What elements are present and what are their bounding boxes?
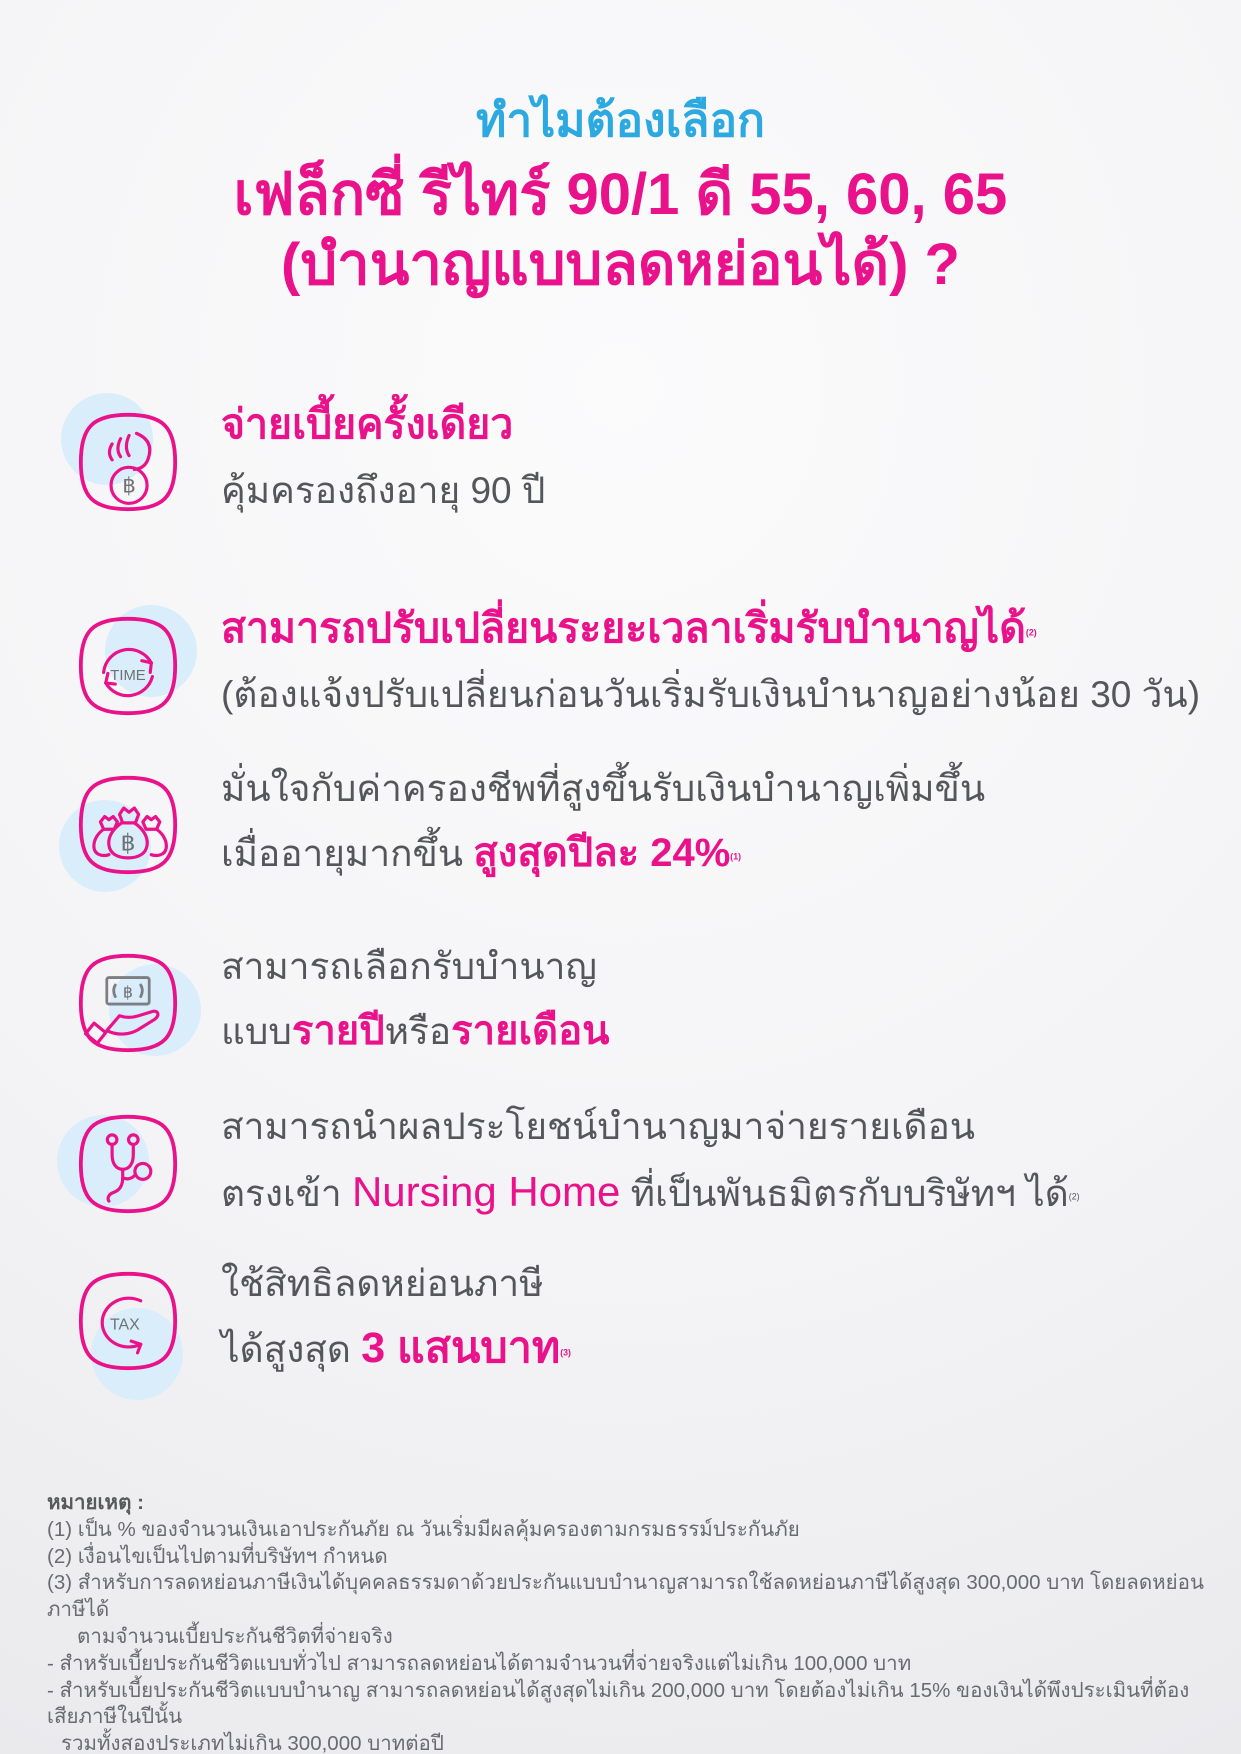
product-name: เฟล็กซี่ รีไทร์ 90/1 ดี 55, 60, 65: [233, 161, 1008, 227]
tax-cycle-icon: [75, 1268, 181, 1374]
benefit-nursing-home: [75, 1098, 1080, 1230]
svg-text:TAX: TAX: [109, 1315, 140, 1333]
benefit-sub: คุ้มครองถึงอายุ 90 ปี: [221, 470, 546, 511]
footnotes: [47, 1490, 1211, 1754]
footnote-3-general: - สำหรับเบี้ยประกันชีวิตแบบทั่วไป สามารถลดหย่อนได้ตามจำนวนที่จ่ายจริงแต่ไม่เกิน 100,000 บาท: [47, 1651, 912, 1675]
benefit-line2-highlight: 3 แสนบาท: [361, 1324, 561, 1372]
benefit-line1: สามารถนำผลประโยชน์บำนาญมาจ่ายรายเดือน: [221, 1106, 976, 1147]
svg-text:TIME: TIME: [110, 667, 146, 684]
svg-text:฿: ฿: [120, 829, 136, 856]
footnote-ref: (3): [560, 1347, 571, 1358]
header-question: ทำไมต้องเลือก: [476, 94, 765, 146]
svg-text:฿: ฿: [122, 474, 136, 498]
benefit-line2-nursing-home: Nursing Home: [351, 1168, 621, 1215]
benefit-line1: ใช้สิทธิลดหย่อนภาษี: [221, 1263, 544, 1304]
benefit-payment-mode: [75, 938, 610, 1068]
footnote-ref: (1): [730, 851, 742, 862]
benefit-line1: มั่นใจกับค่าครองชีพที่สูงขึ้นรับเงินบำนาญเพิ่มขึ้น: [221, 768, 986, 809]
benefit-adjust-period: [75, 600, 1200, 731]
benefit-line2-gray1: แบบ: [221, 1011, 292, 1052]
benefit-line2-highlight: สูงสุดปีละ 24%: [473, 831, 731, 875]
benefit-sub: (ต้องแจ้งปรับเปลี่ยนก่อนวันเริ่มรับเงินบำนาญอย่างน้อย 30 วัน): [221, 674, 1201, 715]
stethoscope-icon: [75, 1111, 181, 1217]
product-subtitle: (บำนาญแบบลดหย่อนได้) ?: [281, 232, 960, 298]
footnote-2: (2) เงื่อนไขเป็นไปตามที่บริษัทฯ กำหนด: [47, 1544, 388, 1568]
benefit-tax-deduction: [75, 1255, 571, 1386]
footnote-3-cont: ตามจำนวนเบี้ยประกันชีวิตที่จ่ายจริง: [77, 1624, 393, 1648]
footnote-3-total: รวมทั้งสองประเภทไม่เกิน 300,000 บาทต่อปี: [61, 1732, 444, 1754]
benefit-title: จ่ายเบี้ยครั้งเดียว: [221, 401, 514, 447]
footnote-3-pension: - สำหรับเบี้ยประกันชีวิตแบบบำนาญ สามารถลดหย่อนได้สูงสุดไม่เกิน 200,000 บาท โดยต้องไม่เกิน 15% ของเงินได้พึงประเมินที่ต้องเสียภาษีในปีนั้น: [47, 1678, 1190, 1729]
benefit-line2-pink2: รายเดือน: [451, 1009, 610, 1053]
benefit-single-premium: [75, 396, 545, 527]
benefit-line2-gray: เมื่ออายุมากขึ้น: [221, 833, 474, 874]
banknote-hand-icon: [75, 950, 181, 1056]
benefit-line2-gray: ได้สูงสุด: [221, 1329, 362, 1370]
benefit-title: สามารถปรับเปลี่ยนระยะเวลาเริ่มรับบำนาญได้: [221, 605, 1026, 651]
footnotes-heading: หมายเหตุ :: [47, 1491, 144, 1514]
benefit-line2-gray2: ที่เป็นพันธมิตรกับบริษัทฯ ได้: [620, 1173, 1069, 1214]
hand-coin-icon: [75, 409, 181, 515]
benefit-line1: สามารถเลือกรับบำนาญ: [221, 946, 597, 987]
svg-text:฿: ฿: [122, 984, 134, 1002]
footnote-3: (3) สำหรับการลดหย่อนภาษีเงินได้บุคคลธรรมดาด้วยประกันแบบบำนาญสามารถใช้ลดหย่อนภาษีได้สูงสุด 300,000 บาท โดยลดหย่อนภาษีได้: [47, 1571, 1204, 1622]
benefit-line2-pink1: รายปี: [291, 1009, 385, 1053]
page-header: [0, 92, 1241, 301]
footnote-1: (1) เป็น % ของจำนวนเงินเอาประกันภัย ณ วันเริ่มมีผลคุ้มครองตามกรมธรรม์ประกันภัย: [47, 1517, 800, 1541]
benefit-line2-gray1: ตรงเข้า: [221, 1173, 352, 1214]
footnote-ref: (2): [1025, 627, 1037, 638]
benefit-increasing-pension: [75, 760, 985, 890]
benefit-line2-gray2: หรือ: [384, 1011, 452, 1052]
time-cycle-icon: [75, 613, 181, 719]
footnote-ref: (2): [1068, 1191, 1080, 1202]
money-bags-icon: [75, 772, 181, 878]
